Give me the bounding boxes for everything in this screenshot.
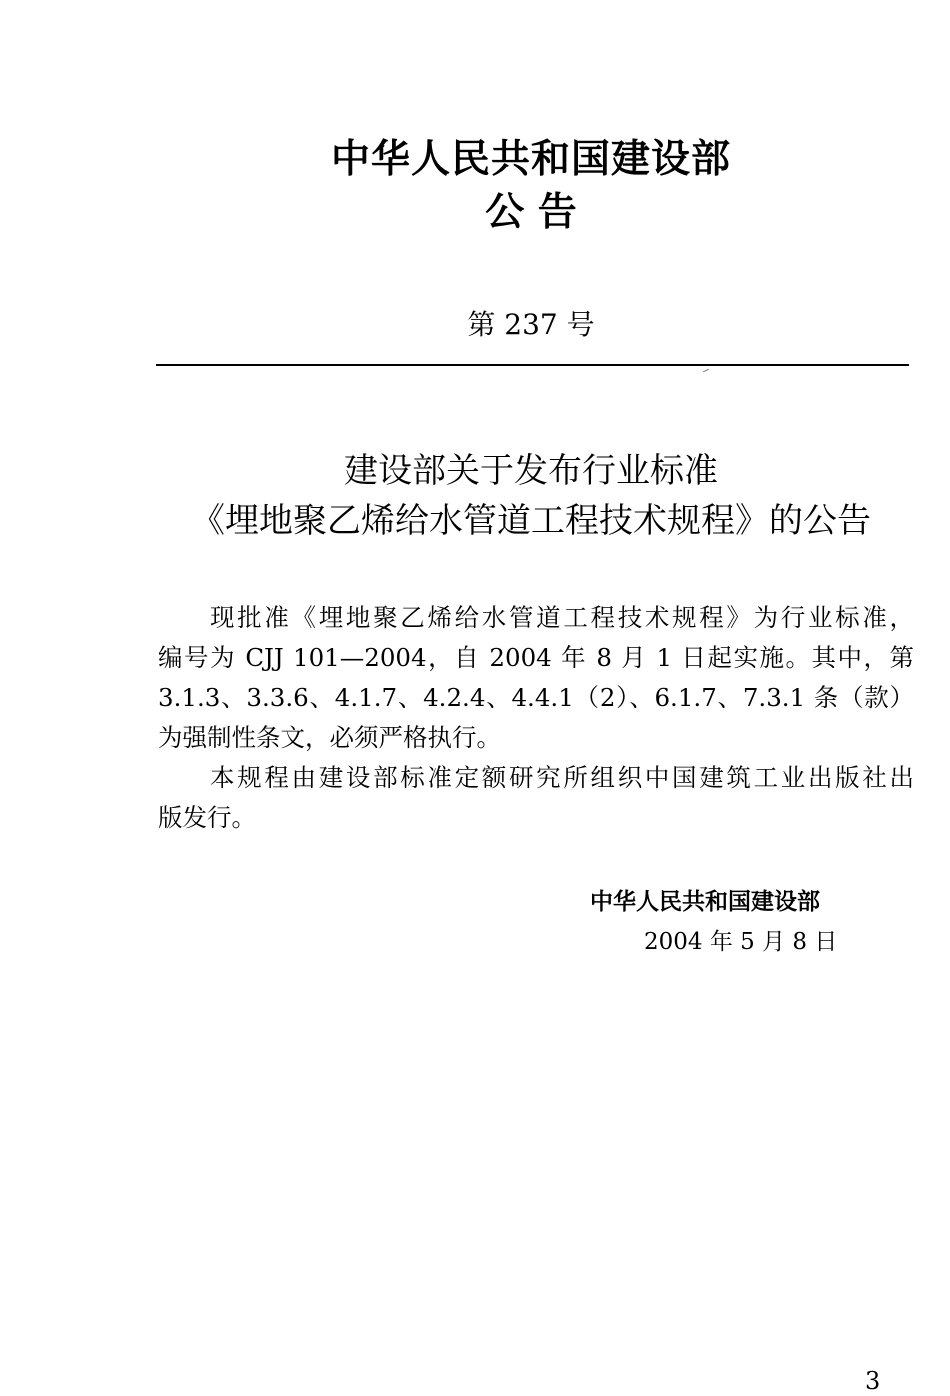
document-type-heading: 公 告 xyxy=(485,190,577,235)
signature-organization: 中华人民共和国建设部 xyxy=(590,889,820,915)
scan-speck xyxy=(703,369,709,372)
header-divider xyxy=(156,364,909,366)
paragraph-line: 版发行。 xyxy=(158,803,256,832)
paragraph-line: 现批准《埋地聚乙烯给水管道工程技术规程》为行业标准， xyxy=(210,603,914,632)
paragraph-line: 本规程由建设部标准定额研究所组织中国建筑工业出版社出 xyxy=(210,763,914,792)
announcement-title-line-2: 《埋地聚乙烯给水管道工程技术规程》的公告 xyxy=(191,501,871,541)
signature-date: 2004 年 5 月 8 日 xyxy=(644,929,838,955)
paragraph-line: 为强制性条文，必须严格执行。 xyxy=(158,723,501,752)
paragraph-line: 编号为 CJJ 101—2004，自 2004 年 8 月 1 日起实施。其中，第 xyxy=(158,643,914,672)
paragraph-line: 3.1.3、3.3.6、4.1.7、4.2.4、4.4.1（2）、6.1.7、7.3.1 条（款） xyxy=(158,683,914,712)
page-number: 3 xyxy=(865,1367,881,1395)
announcement-number: 第 237 号 xyxy=(467,308,595,341)
issuer-heading: 中华人民共和国建设部 xyxy=(330,137,731,182)
body-paragraph-2 xyxy=(158,758,914,838)
body-paragraph-1 xyxy=(158,598,914,758)
announcement-title-line-1: 建设部关于发布行业标准 xyxy=(344,451,718,491)
